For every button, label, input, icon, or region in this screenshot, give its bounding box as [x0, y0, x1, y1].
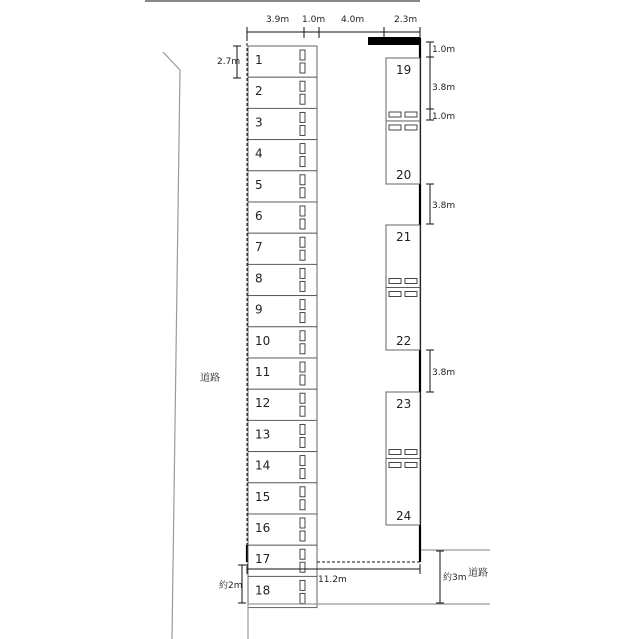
parking-space-12	[248, 389, 317, 420]
dim-slot-depth: 2.7m	[217, 57, 241, 67]
wheel-stop	[300, 281, 305, 291]
dim-right-5: 3.8m	[432, 368, 456, 378]
left-road-label: 道路	[200, 373, 220, 384]
dim-right-1: 1.0m	[432, 45, 456, 55]
wheel-stop	[300, 94, 305, 104]
parking-space-9	[248, 296, 317, 327]
wheel-stop	[300, 175, 305, 185]
dim-top-4: 2.3m	[394, 15, 418, 25]
space-number: 22	[396, 334, 412, 348]
space-number: 17	[255, 552, 271, 567]
dim-top-2: 1.0m	[302, 15, 326, 25]
space-number: 19	[396, 63, 412, 77]
wheel-stop	[300, 549, 305, 559]
wheel-stop	[300, 219, 305, 229]
space-number: 12	[255, 396, 271, 411]
parking-space-8	[248, 264, 317, 295]
wheel-stop	[300, 362, 305, 372]
parking-space-11	[248, 358, 317, 389]
parking-space-13	[248, 420, 317, 451]
dim-right-2: 3.8m	[432, 83, 456, 93]
space-number: 4	[255, 146, 263, 161]
wheel-stop	[300, 250, 305, 260]
wheel-stop	[389, 279, 401, 284]
wheel-stop	[300, 469, 305, 479]
wheel-stop	[300, 125, 305, 135]
space-number: 2	[255, 84, 263, 99]
space-number: 16	[255, 521, 271, 535]
space-number: 14	[255, 458, 271, 473]
parking-space-6	[248, 202, 317, 233]
parking-space-4	[248, 140, 317, 171]
wheel-stop	[300, 487, 305, 497]
wheel-stop	[300, 157, 305, 167]
wheel-stop	[300, 144, 305, 154]
parking-space-18	[248, 576, 317, 607]
wheel-stop	[300, 50, 305, 60]
bottom-boundary-line	[248, 604, 490, 639]
lot-top-marker	[368, 37, 420, 45]
space-number: 6	[255, 209, 263, 223]
wheel-stop	[405, 292, 417, 297]
parking-space-20	[386, 121, 420, 184]
wheel-stop	[300, 424, 305, 434]
left-road-boundary	[163, 52, 180, 639]
wheel-stop	[389, 463, 401, 468]
wheel-stop	[300, 437, 305, 447]
space-number: 3	[255, 115, 263, 130]
wheel-stop	[405, 463, 417, 468]
wheel-stop	[300, 112, 305, 122]
space-number: 18	[255, 583, 271, 598]
space-number: 1	[255, 53, 263, 67]
wheel-stop	[300, 81, 305, 91]
space-number: 20	[396, 168, 412, 182]
parking-space-24	[386, 459, 420, 526]
wheel-stop	[405, 450, 417, 455]
wheel-stop	[300, 456, 305, 466]
space-number: 21	[396, 230, 412, 244]
wheel-stop	[300, 375, 305, 385]
dim-right-3: 1.0m	[432, 112, 456, 122]
dim-left-road: 約2m	[219, 581, 243, 591]
space-number: 7	[255, 240, 263, 255]
parking-space-15	[248, 483, 317, 514]
wheel-stop	[300, 562, 305, 572]
wheel-stop	[300, 188, 305, 198]
wheel-stop	[300, 531, 305, 541]
wheel-stop	[405, 279, 417, 284]
wheel-stop	[300, 206, 305, 216]
parking-space-19	[386, 58, 420, 121]
wheel-stop	[300, 593, 305, 603]
dim-right-road: 約3m	[443, 573, 467, 583]
parking-space-14	[248, 452, 317, 483]
space-number: 23	[396, 397, 412, 411]
dim-top-1: 3.9m	[266, 15, 290, 25]
parking-space-21	[386, 225, 420, 288]
wheel-stop	[300, 393, 305, 403]
space-number: 11	[255, 365, 271, 379]
wheel-stop	[389, 112, 401, 117]
right-parking-spaces	[386, 58, 420, 525]
left-parking-spaces	[248, 46, 317, 608]
wheel-stop	[389, 125, 401, 130]
parking-space-7	[248, 233, 317, 264]
wheel-stop	[300, 406, 305, 416]
parking-space-5	[248, 171, 317, 202]
wheel-stop	[300, 518, 305, 528]
parking-space-1	[248, 46, 317, 77]
right-dimension-group	[426, 42, 455, 392]
parking-space-2	[248, 77, 317, 108]
space-number: 10	[255, 333, 271, 348]
wheel-stop	[300, 313, 305, 323]
wheel-stop	[389, 292, 401, 297]
parking-space-16	[248, 514, 317, 545]
dim-width-total: 11.2m	[318, 575, 347, 585]
space-number: 24	[396, 509, 412, 523]
space-number: 9	[255, 302, 263, 317]
parking-space-3	[248, 108, 317, 139]
wheel-stop	[300, 500, 305, 510]
wheel-stop	[405, 112, 417, 117]
wheel-stop	[300, 344, 305, 354]
wheel-stop	[300, 63, 305, 73]
parking-space-23	[386, 392, 420, 459]
dim-top-3: 4.0m	[341, 15, 365, 25]
parking-space-10	[248, 327, 317, 358]
space-number: 13	[255, 427, 271, 442]
parking-space-17	[248, 545, 317, 576]
wheel-stop	[300, 268, 305, 278]
wheel-stop	[389, 450, 401, 455]
wheel-stop	[300, 580, 305, 590]
right-road-label: 道路	[468, 568, 488, 579]
wheel-stop	[300, 331, 305, 341]
space-number: 5	[255, 177, 263, 192]
dim-right-4: 3.8m	[432, 201, 456, 211]
space-number: 15	[255, 489, 271, 504]
wheel-stop	[405, 125, 417, 130]
parking-space-22	[386, 288, 420, 351]
space-number: 8	[255, 271, 263, 286]
wheel-stop	[300, 237, 305, 247]
wheel-stop	[300, 300, 305, 310]
